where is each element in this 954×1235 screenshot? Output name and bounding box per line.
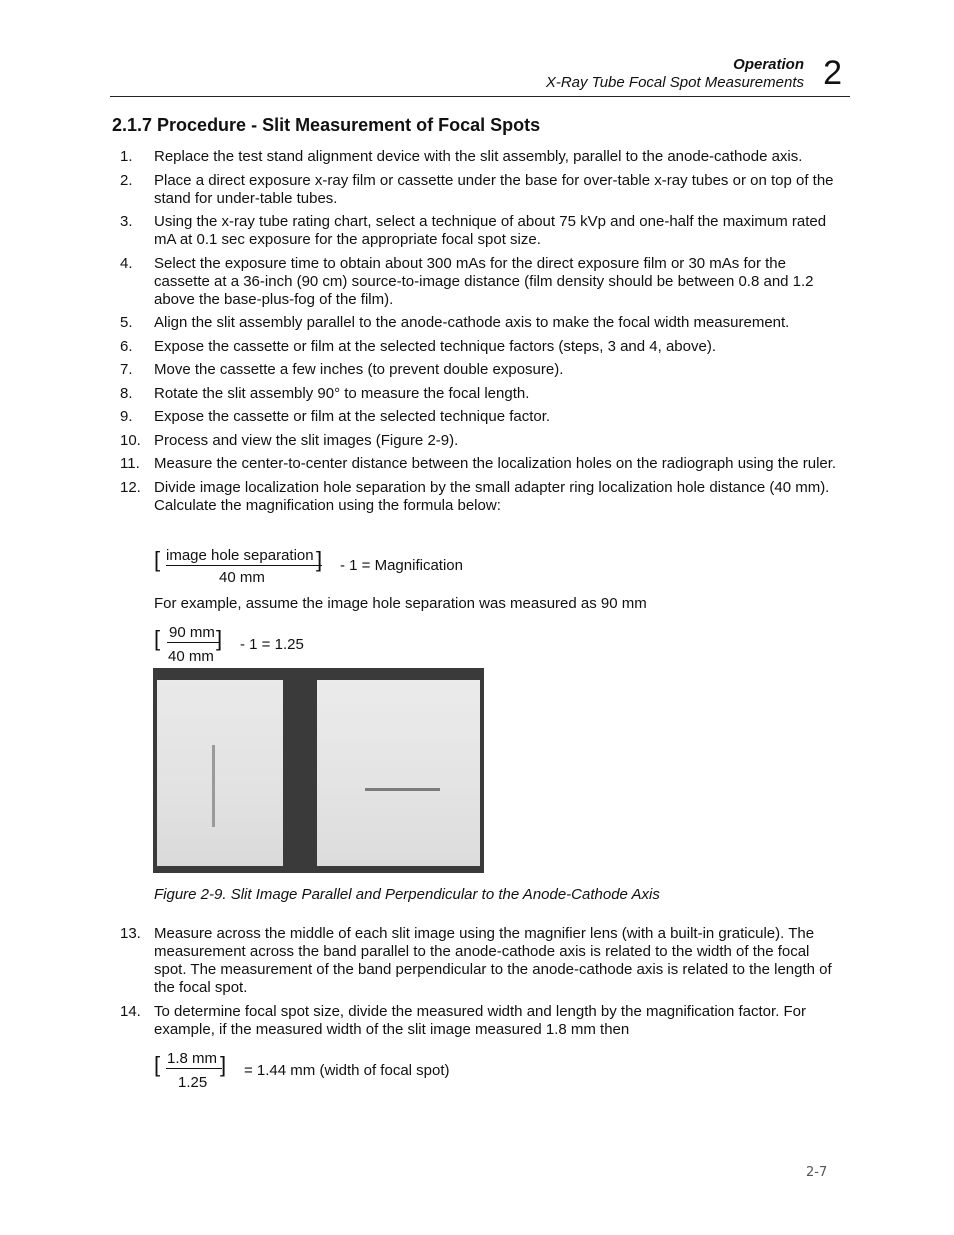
step-text: Expose the cassette or film at the selected technique factor. [154, 408, 551, 425]
step-number: 3. [120, 213, 133, 230]
step-text: Replace the test stand alignment device with the slit assembly, parallel to the anode-cathode axis. [154, 148, 803, 165]
formula-result: - 1 = 1.25 [240, 636, 304, 653]
step-number: 8. [120, 384, 133, 402]
bracket-close: ] [216, 626, 223, 651]
step-text: Using the x-ray tube rating chart, select a technique of about 75 kVp and one-half the maximum rated mA at 0.1 sec exposure for the appropriate focal spot size. [154, 213, 827, 248]
step-item [120, 1003, 845, 1039]
step-text: Rotate the slit assembly 90° to measure the focal length. [154, 384, 530, 402]
bracket-close: ] [316, 547, 323, 572]
procedure-steps-continued [120, 925, 845, 1044]
step-number: 4. [120, 254, 133, 272]
bracket-open: [ [154, 626, 161, 651]
step-text: Process and view the slit images (Figure 2-9). [154, 431, 459, 449]
step-item [120, 361, 845, 379]
example-text: For example, assume the image hole separation was measured as 90 mm [154, 595, 647, 612]
step-item [120, 172, 845, 208]
step-number: 5. [120, 314, 133, 331]
step-number: 2. [120, 171, 133, 189]
fraction-bar [166, 565, 322, 566]
step-text: Measure across the middle of each slit image using the magnifier lens (with a built-in graticule). The measurement across the band parallel to the anode-cathode axis is related to the width of the focal spot. The measurement of the band perpendicular to the anode-cathode axis is related to the length of the focal spot. [154, 925, 832, 996]
slit-image-photo [153, 668, 484, 873]
step-number: 13. [120, 925, 141, 942]
step-item [120, 148, 845, 166]
step-item [120, 479, 845, 515]
step-number: 7. [120, 361, 133, 378]
step-text: Expose the cassette or film at the selected technique factors (steps, 3 and 4, above). [154, 337, 716, 355]
formula-denominator: 40 mm [219, 569, 265, 586]
step-item [120, 925, 845, 997]
step-text: Align the slit assembly parallel to the anode-cathode axis to make the focal width measurement. [154, 314, 790, 331]
step-number: 11. [120, 455, 140, 472]
film-perpendicular [317, 680, 480, 866]
slit-image-horizontal [365, 788, 440, 791]
chapter-number: 2 [823, 54, 842, 92]
formula-result: - 1 = Magnification [340, 557, 463, 574]
header-section: Operation [733, 56, 804, 73]
formula-denominator: 1.25 [178, 1074, 208, 1091]
step-number: 9. [120, 408, 133, 425]
step-item [120, 408, 845, 426]
step-item [120, 455, 845, 473]
step-number: 12. [120, 478, 141, 496]
example-formula [154, 624, 454, 668]
step-item [120, 432, 845, 450]
page-number: 2-7 [806, 1165, 828, 1180]
step-text: Divide image localization hole separation by the small adapter ring localization hole distance (40 mm). Calculate the magnification using the formula below: [154, 478, 830, 514]
bracket-open: [ [154, 1052, 161, 1077]
step-item [120, 213, 845, 249]
step-item [120, 314, 845, 332]
step-item [120, 255, 845, 309]
step-item [120, 338, 845, 356]
step-number: 14. [120, 1002, 141, 1020]
fraction-bar [167, 642, 219, 643]
formula-result: = 1.44 mm (width of focal spot) [244, 1062, 450, 1079]
formula-denominator: 40 mm [168, 648, 214, 665]
magnification-formula [154, 545, 554, 589]
step-text: Place a direct exposure x-ray film or cassette under the base for over-table x-ray tubes or on top of the stand for under-table tubes. [154, 171, 834, 207]
step-text: Select the exposure time to obtain about 300 mAs for the direct exposure film or 30 mAs for the cassette at a 36-inch (90 cm) source-to-image distance (film density should be between 0.8 and 1.2 above the base-plus-fog of the film). [154, 254, 814, 308]
bracket-close: ] [220, 1052, 227, 1077]
step-number: 10. [120, 431, 141, 449]
fraction-bar [166, 1068, 222, 1069]
procedure-steps [120, 148, 845, 520]
step-text: Move the cassette a few inches (to prevent double exposure). [154, 361, 564, 378]
step-text: Measure the center-to-center distance between the localization holes on the radiograph using the ruler. [154, 455, 837, 472]
page-header [110, 54, 850, 97]
formula-numerator: image hole separation [166, 547, 314, 564]
slit-image-vertical [212, 745, 215, 827]
step-number: 6. [120, 337, 133, 355]
section-title: 2.1.7 Procedure - Slit Measurement of Focal Spots [112, 115, 541, 135]
step-item [120, 385, 845, 403]
step-text: To determine focal spot size, divide the measured width and length by the magnification factor. For example, if the measured width of the slit image measured 1.8 mm then [154, 1002, 807, 1038]
film-parallel [157, 680, 283, 866]
figure-caption: Figure 2-9. Slit Image Parallel and Perpendicular to the Anode-Cathode Axis [154, 886, 660, 903]
formula-numerator: 1.8 mm [167, 1050, 218, 1067]
width-formula [154, 1050, 554, 1094]
header-subtitle: X-Ray Tube Focal Spot Measurements [545, 74, 804, 91]
header-titles [546, 56, 804, 92]
step-number: 1. [120, 148, 133, 165]
bracket-open: [ [154, 547, 161, 572]
formula-numerator: 90 mm [169, 624, 215, 641]
